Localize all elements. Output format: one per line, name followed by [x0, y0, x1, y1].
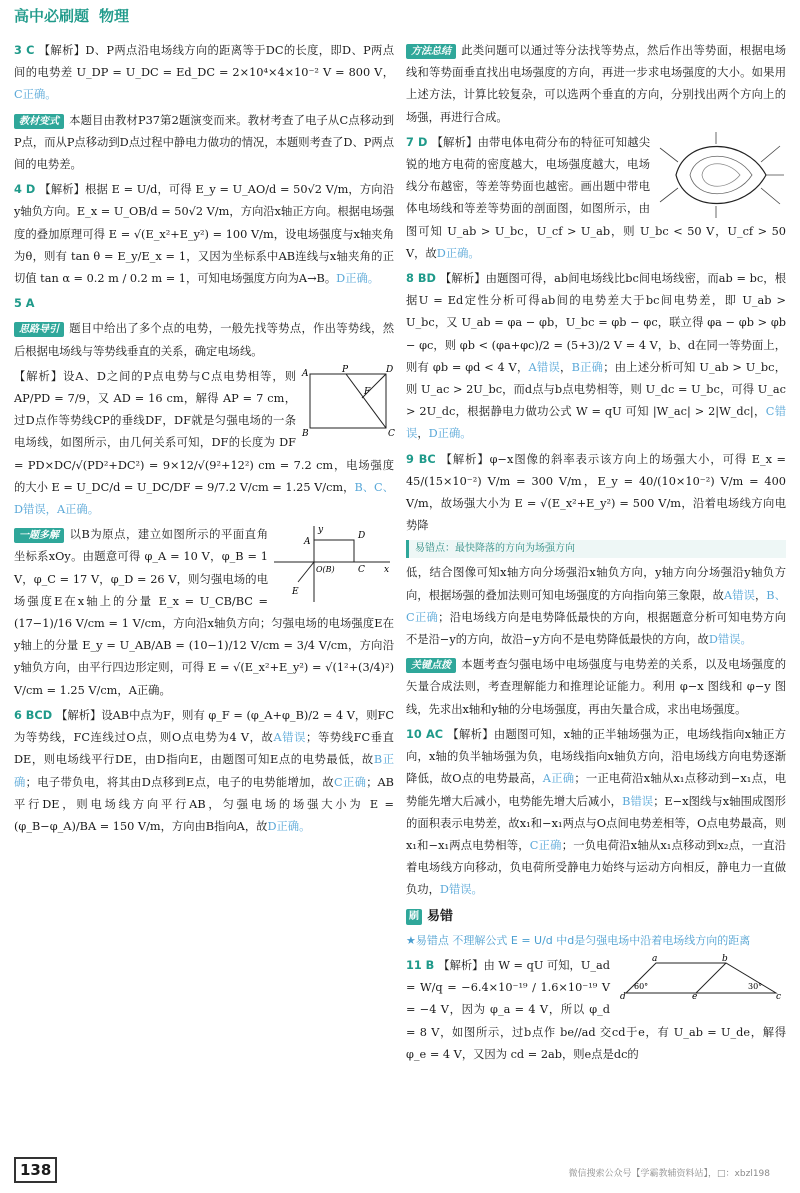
q10-text-2: ；一正电荷沿x轴从x₁点移动到−x₁点，电势能先增大后减小，电势能先增大后减小， — [406, 772, 786, 808]
q5b-label-y: y — [318, 525, 324, 536]
q10-answer — [406, 724, 786, 902]
q9-option-d: D错误。 — [708, 633, 752, 647]
q9-text: 【解析】φ−x图像的斜率表示该方向上的场强大小，可得 E_x = 45/(15×10⁻²) V/m = 300 V/m，E_y = 40/(10×10⁻²) V/m = 400 V/m，故场强大小为 E = √(E_x²+E_y²) = 500 V/m，沿着电场线方向电势降 — [406, 452, 786, 533]
q10-option-c: C正确 — [529, 838, 562, 852]
q11-label-b: b — [722, 953, 728, 964]
q8-option-b: B正确 — [571, 360, 604, 374]
q9-text-2: 低，结合图像可知x轴方向分场强沿x轴负方向，y轴方向分场强沿y轴负方向，根据场强的叠加法则可知电场强度的方向指向第三象限，故 — [406, 566, 786, 602]
q8-text-2: ；由上述分析可知 U_ab > U_bc，则 U_ac > 2U_bc，而d点与b点电势相等，则 U_dc = U_bc，可得 U_ac > 2U_dc，根据静电力做功公式 W = qU 可知 |W_ac| > 2|W_dc|， — [406, 360, 786, 419]
q4-answer — [14, 179, 394, 290]
q5b-label-x: x — [384, 565, 390, 576]
page-number: 138 — [14, 1157, 57, 1183]
method-text: 此类问题可以通过等分法找等势点，然后作出等势面，根据电场线和等势面垂直找出电场强度的方向，再进一步求电场强度的大小。如果用上述方法，计算比较复杂，可以选两个垂直的方向，分别找出两个方向上的场强，再进行合成。 — [406, 44, 786, 124]
q5-guide-text: 题目中给出了多个点的电势，一般先找等势点，作出等势线，然后根据电场线与等势线垂直的关系，确定电场线。 — [14, 322, 394, 358]
q11-label-d: d — [620, 991, 626, 1002]
q6-text: 【解析】设AB中点为F，则有 φ_F = (φ_A+φ_B)/2 = 4 V，则FC为等势线，FC连线过O点，则O点电势为4 V，故 — [14, 708, 394, 745]
q6-option-a: A错误 — [273, 731, 307, 745]
q9-note: 易错点：最快降落的方向为场强方向 — [406, 540, 786, 558]
q5-text: 【解析】设A、D之间的P点电势与C点电势相等，则 AP/PD = 7/9，又 AD = 16 cm，解得 AP = 7 cm，过D点作等势线CP的垂线DF，DF就是匀强电场的一条电场线，如图所示，由几何关系可知，DF的长度为 DF = PD×DC/√(PD²+DC²) = 9×12/√(9²+12²) cm = 7.2 cm，电场强度的大小 E = U_DC/d = U_DC/DF = 9/7.2 V/cm = 1.25 V/cm， — [14, 369, 394, 494]
series-title: 高中必刷题 — [14, 6, 90, 25]
q10-text-3: ；E−x图线与x轴围成图形的面积表示电势差，故x₁和−x₁两点与O点间电势差相等，O点电势最高，则x₁和−x₁两点电势相等， — [406, 794, 786, 852]
q5-label-p: P — [342, 364, 349, 375]
method-summary — [406, 40, 786, 129]
q11-angle-60: 60° — [634, 981, 649, 991]
subject-title: 物理 — [99, 6, 130, 25]
q10-text-4: ；一负电荷沿x轴从x₁点移动到x₂点，一直沿着电场线方向移动，负电荷所受静电力始终与运动方向相反，静电力一直做负功， — [406, 838, 786, 897]
multi-method-tag: 一题多解 — [14, 528, 64, 543]
error-star: ★易错点 — [406, 933, 449, 947]
q5b-label-ob: O(B) — [316, 565, 335, 575]
q5-guide — [14, 318, 394, 362]
q3-conclusion: C正确。 — [14, 88, 57, 102]
q8-number: 8 BD — [406, 272, 436, 286]
key-hint — [406, 654, 786, 721]
q10-text: 【解析】由题图可知，x轴的正半轴场强为正，电场线指向x轴正方向，x轴的负半轴场强为负，电场线指向x轴负方向，沿电场线方向电势逐渐降低，故O点的电势最高， — [406, 727, 787, 786]
q9-option-bc: B、C正确 — [406, 588, 786, 624]
q5b-label-c: C — [358, 565, 365, 576]
q3-text: 【解析】D、P两点沿电场线方向的距离等于DC的长度，即D、P两点间的电势差 U_DP = U_DC = Ed_DC = 2×10⁴×4×10⁻² V = 800 V， — [14, 44, 394, 80]
key-tag: 关键点拨 — [406, 658, 456, 673]
q3-number: 3 C — [14, 44, 35, 57]
q6-answer — [14, 705, 394, 838]
q5-label-f: F — [364, 386, 371, 397]
q5-answer — [14, 293, 394, 315]
error-text: 不理解公式 E = U/d 中d是匀强电场中沿着电场线方向的距离 — [452, 933, 751, 947]
q9-number: 9 BC — [406, 452, 436, 466]
q7-text: 【解析】由带电体电荷分布的特征可知越尖锐的地方电荷的密度越大，电场强度越大，电场线分布越密，等差等势面也越密。画出题中带电体电场线和等差等势面的剖面图，如图所示，由图可知 U_ab > U_bc，U_cf > U_ab，则 U_bc < 50 V，U_cf > 50 V，故 — [406, 135, 786, 260]
q5-multi-text: 以B为原点，建立如图所示的平面直角坐标系xOy。由题意可得 φ_A = 10 V，φ_B = 1 V，φ_C = 17 V，φ_D = 26 V，则匀强电场的电场强度E在x轴上的分量 E_x = U_CB/BC = (17−1)/16 V/cm = 1 V/cm，方向沿x轴负方向；匀强电场的电场强度E在y轴上的分量 E_y = U_AB/AB = (10−1)/12 V/cm = 3/4 V/cm，方向沿y轴负方向，由平行四边形定则，可得 E = √(E_x²+E_y²) = √(1²+(3/4)²) V/cm = 1.25 V/cm，A正确。 — [14, 528, 394, 697]
q4-text: 【解析】根据 E = U/d，可得 E_y = U_AO/d = 50√2 V/m，方向沿y轴负方向。E_x = U_OB/d = 50√2 V/m，方向沿x轴正方向。根据电场强度的叠加原理可得 E = √(E_x²+E_y²) = 100 V/m，设电场强度与x轴夹角为θ，则有 tan θ = E_y/E_x = 1，又因为坐标系中AB连线与x轴夹角的正切值 tan α = 0.2 m / 0.2 m = 1，可知电场强度方向为A→B。 — [14, 183, 394, 286]
q5-multi-method — [14, 524, 394, 702]
q10-number: 10 AC — [406, 727, 444, 741]
q11-number: 11 B — [406, 958, 435, 972]
q6-option-d: D正确。 — [267, 819, 311, 833]
left-column — [14, 40, 394, 841]
page-header — [14, 4, 129, 26]
q9-text-3: ；沿电场线方向是电势降低最快的方向，根据题意分析可知电势方向不是沿−y的方向，故沿−y方向不是电势降低最快的方向，故 — [406, 610, 786, 647]
q6-number: 6 BCD — [14, 708, 53, 722]
footer-watermark: 微信搜索公众号【学霸教辅资料站】，□：xbzl198 — [568, 1169, 770, 1179]
q8-answer: 8 BD 【解析】由题图可得，ab间电场线比bc间电场线密，而ab = bc，根据U = Ed定性分析可得ab间的电势差大于bc间电势差，即 U_ab > U_bc，又 U_ab = φa − φb，U_bc = φb − φc，联立得 φa − φb > φb − φc，则 φb < (φa+φc)/2 = (5+3)/2 V = 4 V，b、d在同一等势面上，则有 φb = φd < 4 V，A错误，B正确；由上述分析可知 U_ab > U_bc，则 U_ac > 2U_bc，而d点与b点电势相等，则 U_dc = U_bc，可得 U_ac > 2U_dc，根据静电力做功公式 W = qU 可知 |W_ac| > 2|W_dc|，C错误，D正确。 — [406, 272, 787, 441]
q9-option-a: A错误 — [724, 588, 755, 602]
q5b-label-e: E — [292, 587, 299, 598]
method-tag: 方法总结 — [406, 44, 456, 59]
q5-number: 5 A — [14, 297, 35, 311]
q6-text-4: ；AB平行DE，则电场线方向平行AB，匀强电场的场强大小为 E = (φ_B−φ_A)/BA = 150 V/m，方向由B指向A，故 — [14, 775, 394, 833]
q11-text: 【解析】由 W = qU 可知，U_ad = W/q = −6.4×10⁻¹⁹ / 1.6×10⁻¹⁹ V = −4 V，因为 φ_a = 4 V，所以 φ_d = 8 V，如图所示，过b点作 be//ad 交cd于e，有 U_ab = U_de，解得 φ_e = 4 V，又因为 cd = 2ab，则e点是dc的 — [406, 958, 786, 1061]
q5-solution — [14, 366, 394, 521]
key-text: 本题考查匀强电场中电场强度与电势差的关系，以及电场强度的矢量合成法则，考查理解能力和推理论证能力。利用 φ−x 图线和 φ−y 图线，先求出x轴和y轴的分电场强度，再由矢量合成，求出电场强度。 — [406, 658, 786, 716]
q11-angle-30: 30° — [748, 981, 763, 991]
q4-conclusion: D正确。 — [336, 272, 380, 286]
q6-text-3: ；电子带负电，将其由D点移到E点，电子的电势能增加，故 — [25, 775, 335, 789]
q11-trapezoid-figure — [616, 953, 786, 1002]
right-column — [406, 40, 786, 1069]
q3-answer — [14, 40, 394, 107]
q8-option-a: A错误 — [528, 360, 561, 374]
q8-option-d: D正确。 — [428, 427, 472, 441]
q7-number: 7 D — [406, 135, 428, 149]
q4-number: 4 D — [14, 183, 36, 197]
q10-option-d: D错误。 — [439, 883, 483, 897]
q11-label-a: a — [652, 953, 658, 964]
q9-answer — [406, 449, 786, 538]
q5-label-b: B — [302, 428, 309, 439]
q7-conclusion: D正确。 — [436, 246, 480, 260]
textbook-tag: 教材变式 — [14, 114, 64, 129]
q5b-label-a: A — [304, 537, 311, 548]
guide-tag: 思路导引 — [14, 322, 64, 337]
q5-label-d: D — [386, 364, 394, 375]
q3-textbook-text: 本题目由教材P37第2题演变而来。教材考查了电子从C点移动到P点，而从P点移动到D点过程中静电力做功的情况，本题则考查了D、P两点间的电势差。 — [14, 113, 394, 172]
q8-text: 【解析】由题图可得，ab间电场线比bc间电场线密，而ab = bc，根据U = Ed定性分析可得ab间的电势差大于bc间电势差，即 U_ab > U_bc，又 U_ab = φa − φb，U_bc = φb − φc，联立得 φa − φb > φb − φc，则 φb < (φa+φc)/2 = (5+3)/2 V = 4 V，b、d在同一等势面上，则有 φb = φd < 4 V， — [406, 272, 787, 374]
q6-option-c: C正确 — [334, 775, 367, 789]
q5-conclusion: B、C、D错误，A正确。 — [14, 480, 394, 517]
q11-answer — [406, 955, 786, 1066]
error-point — [406, 930, 786, 952]
q3-textbook-note — [14, 110, 394, 177]
q7-field-figure — [656, 132, 786, 218]
q8-option-c: C错误 — [406, 405, 786, 441]
q5-coordinate-figure — [274, 524, 394, 604]
q10-option-b: B错误 — [622, 794, 654, 808]
brush-icon: 刷 — [406, 909, 422, 925]
error-section-title: 易错 — [427, 908, 454, 924]
q10-option-a: A正确 — [542, 772, 575, 786]
q6-text-2: ；等势线FC垂直DE，则电场线平行DE，由D指向E，由题图可知E点的电势最低，故 — [14, 731, 394, 767]
q7-answer — [406, 132, 786, 265]
q9-answer-cont: 低，结合图像可知x轴方向分场强沿x轴负方向，y轴方向分场强沿y轴负方向，根据场强的叠加法则可知电场强度的方向指向第三象限，故A错误，B、C正确；沿电场线方向是电势降低最快的方向，根据题意分析可知电势方向不是沿−y的方向，故沿−y方向不是电势降低最快的方向，故D错误。 — [406, 566, 786, 647]
error-section-head — [406, 906, 786, 928]
q5-label-a: A — [302, 368, 309, 379]
q5-rectangle-figure — [302, 364, 395, 439]
q11-label-c: c — [776, 991, 782, 1002]
q5-label-c: C — [388, 428, 395, 439]
q11-label-e: e — [692, 991, 698, 1002]
q5b-label-d: D — [358, 531, 366, 542]
q6-option-b: B正确 — [14, 753, 394, 789]
